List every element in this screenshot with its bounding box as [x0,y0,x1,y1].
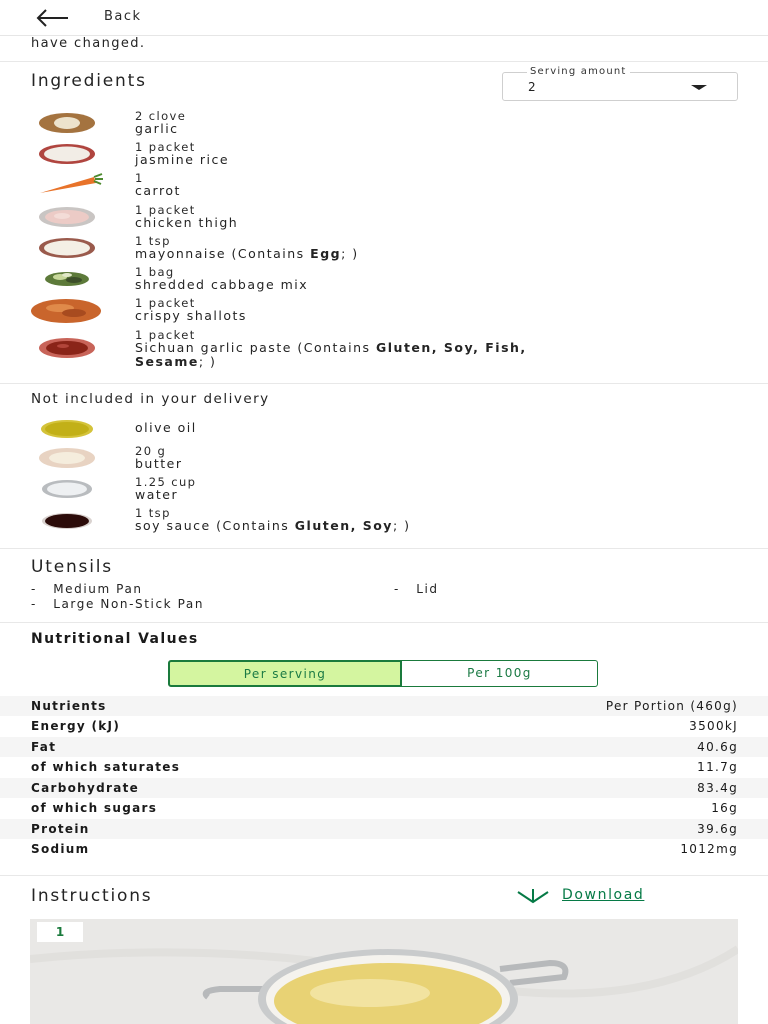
ingredient-quantity: 20 g [135,444,167,458]
carrot-icon [38,173,104,197]
ingredient-name: water [135,487,179,502]
step-image [30,919,738,1024]
divider [0,383,768,384]
arrow-left-icon[interactable] [34,7,70,29]
ingredient-quantity: 1 packet [135,296,196,310]
nutrition-heading: Nutritional Values [31,631,199,647]
nutrient-value: 83.4g [697,781,738,795]
divider [0,622,768,623]
ingredient-quantity: 1.25 cup [135,475,197,489]
garlic-paste-icon [38,337,96,359]
pot-of-rice-image [30,919,738,1024]
nutrient-value: 39.6g [697,822,738,836]
nutrient-name: of which sugars [31,801,158,815]
allergen-text: Egg [310,246,342,261]
ingredient-quantity: 1 [135,171,144,185]
nutrition-row [0,819,768,839]
ingredient-name: jasmine rice [135,152,230,167]
ingredient-quantity: 1 bag [135,265,175,279]
download-label: Download [562,887,645,903]
chevron-down-icon [691,85,707,90]
chicken-icon [38,206,96,228]
nutrition-row [0,757,768,777]
ingredient-name: chicken thigh [135,215,239,230]
nutrient-value: 40.6g [697,740,738,754]
ingredient-quantity: 1 packet [135,328,196,342]
ingredient-name: butter [135,456,183,471]
divider [0,548,768,549]
nutrition-row [0,839,768,859]
utensil-item: - Medium Pan [31,582,143,596]
portion-column-header: Per Portion (460g) [605,699,738,713]
olive-oil-icon [38,419,96,439]
nutrient-name: of which saturates [31,760,181,774]
nutrition-header-row [0,696,768,716]
serving-amount-label: Serving amount [527,66,630,77]
ingredients-heading: Ingredients [31,71,147,91]
ingredient-quantity: 2 clove [135,109,187,123]
ingredient-name: crispy shallots [135,308,247,323]
butter-icon [38,447,96,469]
back-button[interactable]: Back [104,9,142,24]
nutrient-value: 3500kJ [689,719,738,733]
ingredient-name: shredded cabbage mix [135,277,309,292]
ingredient-name: olive oil [135,420,197,435]
nutrients-column-header: Nutrients [31,699,107,713]
description-text: have changed. [31,36,146,51]
ingredient-name: Sichuan garlic paste (Contains Gluten, Soy, Fish, [135,340,527,355]
allergen-text: Sesame [135,354,199,369]
divider [0,61,768,62]
allergen-text: Gluten, Soy [294,518,393,533]
ingredient-name: mayonnaise (Contains Egg; ) [135,246,359,261]
instructions-heading: Instructions [31,886,153,906]
ingredient-quantity: 1 tsp [135,234,171,248]
step-number-badge: 1 [37,922,83,942]
tab-per-100g[interactable]: Per 100g [402,660,598,687]
ingredient-name-continued: Sesame; ) [135,354,217,369]
ingredient-name: garlic [135,121,179,136]
ingredient-quantity: 1 tsp [135,506,171,520]
utensils-heading: Utensils [31,557,113,577]
not-included-heading: Not included in your delivery [31,391,270,407]
ingredient-name: soy sauce (Contains Gluten, Soy; ) [135,518,411,533]
tab-per-serving[interactable]: Per serving [168,660,402,687]
mayonnaise-icon [38,237,96,259]
nutrient-name: Fat [31,740,57,754]
nutrient-value: 16g [711,801,738,815]
nutrition-row [0,778,768,798]
nutrition-row [0,798,768,818]
nutrient-value: 1012mg [680,842,738,856]
nutrient-name: Energy (kJ) [31,719,121,733]
ingredient-quantity: 1 packet [135,140,196,154]
ingredient-name: carrot [135,183,181,198]
divider [0,875,768,876]
nutrition-row [0,737,768,757]
serving-amount-select[interactable] [502,66,738,101]
top-bar [0,0,768,36]
ingredient-quantity: 1 packet [135,203,196,217]
nutrient-value: 11.7g [697,760,738,774]
arrow-down-icon [516,888,550,904]
water-icon [40,479,94,499]
shallots-icon [30,298,102,324]
allergen-text: Gluten, Soy, Fish, [376,340,527,355]
nutrient-name: Carbohydrate [31,781,140,795]
utensil-item: - Lid [394,582,439,596]
rice-icon [38,143,96,165]
garlic-icon [38,112,96,134]
nutrient-name: Protein [31,822,90,836]
serving-amount-value: 2 [528,80,536,94]
soy-sauce-icon [40,511,94,531]
cabbage-icon [38,269,96,289]
nutrient-name: Sodium [31,842,90,856]
utensil-item: - Large Non-Stick Pan [31,597,205,611]
nutrition-row [0,716,768,736]
